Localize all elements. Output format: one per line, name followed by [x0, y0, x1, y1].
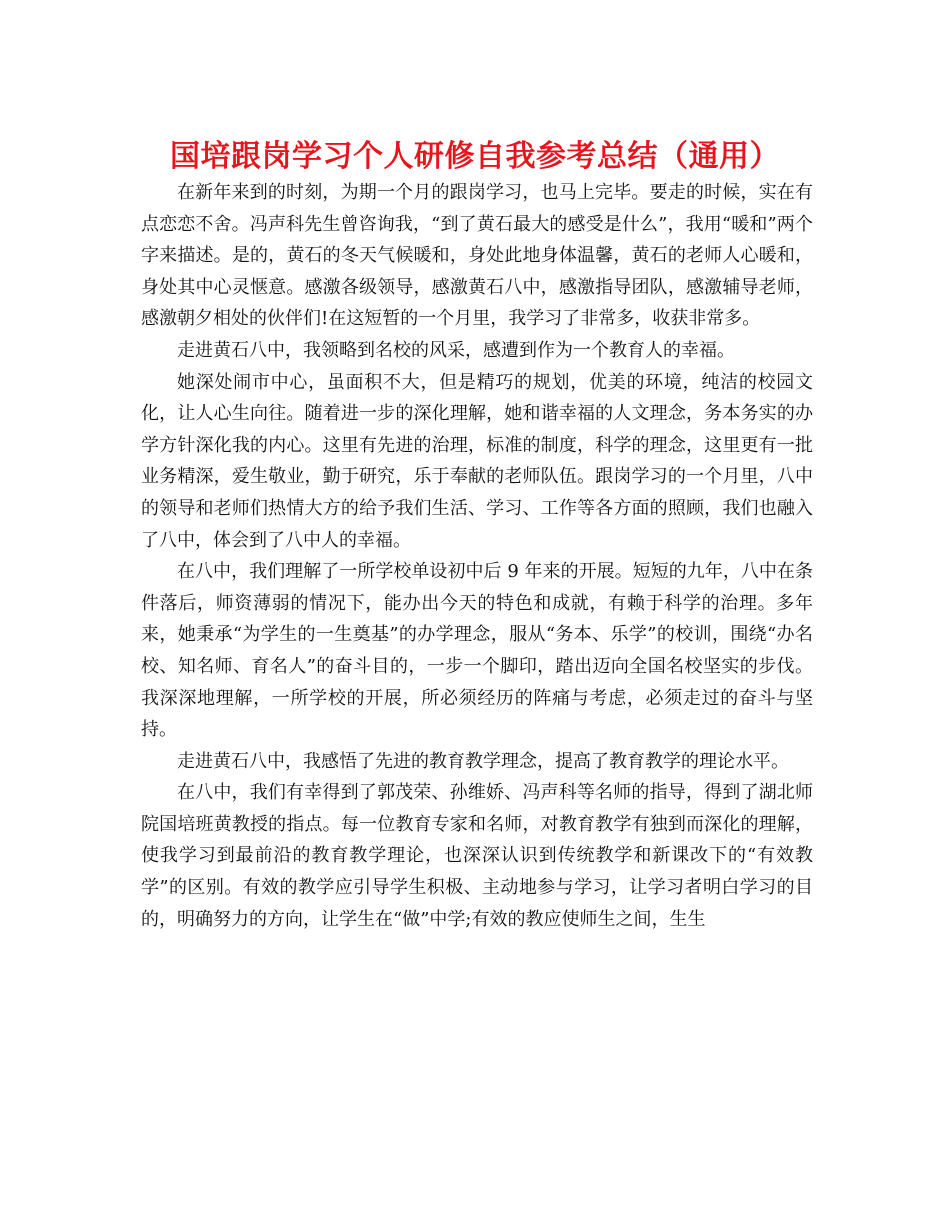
document-title: 国培跟岗学习个人研修自我参考总结（通用） [170, 139, 780, 174]
paragraph: 在八中，我们有幸得到了郭茂荣、孙维娇、冯声科等名师的指导，得到了湖北师院国培班黄教授的指点。每一位教育专家和名师，对教育教学有独到而深化的理解，使我学习到最前沿的教育教学理论，也深深认识到传统教学和新课改下的“有效教学”的区别。有效的教学应引导学生积极、主动地参与学习，让学习者明白学习的目的，明确努力的方向，让学生在“做”中学;有效的教应使师生之间，生生 [141, 782, 813, 930]
paragraph: 在八中，我们理解了一所学校单设初中后 9 年来的开展。短短的九年，八中在条件落后，师资薄弱的情况下，能办出今天的特色和成就，有赖于科学的治理。多年来，她秉承“为学生的一生奠基”的办学理念，服从“务本、乐学”的校训，围绕“办名校、知名师、育名人”的奋斗目的，一步一个脚印，踏出迈向全国名校坚实的步伐。我深深地理解，一所学校的开展，所必须经历的阵痛与考虑，必须走过的奋斗与坚持。 [141, 561, 813, 741]
document-body [141, 177, 813, 935]
paragraph: 走进黄石八中，我感悟了先进的教育教学理念，提高了教育教学的理论水平。 [177, 750, 789, 772]
paragraph: 她深处闹市中心，虽面积不大，但是精巧的规划，优美的环境，纯洁的校园文化，让人心生向往。随着进一步的深化理解，她和谐幸福的人文理念，务本务实的办学方针深化我的内心。这里有先进的治理，标准的制度，科学的理念，这里更有一批业务精深，爱生敬业，勤于研究，乐于奉献的老师队伍。跟岗学习的一个月里，八中的领导和老师们热情大方的给予我们生活、学习、工作等各方面的照顾，我们也融入了八中，体会到了八中人的幸福。 [141, 371, 813, 551]
paragraph: 在新年来到的时刻，为期一个月的跟岗学习，也马上完毕。要走的时候，实在有点恋恋不舍。冯声科先生曾咨询我，“到了黄石最大的感受是什么”，我用“暖和”两个字来描述。是的，黄石的冬天气候暖和，身处此地身体温馨，黄石的老师人心暖和，身处其中心灵惬意。感激各级领导，感激黄石八中，感激指导团队，感激辅导老师，感激朝夕相处的伙伴们!在这短暂的一个月里，我学习了非常多，收获非常多。 [141, 182, 813, 330]
paragraph: 走进黄石八中，我领略到名校的风采，感遭到作为一个教育人的幸福。 [177, 339, 735, 361]
